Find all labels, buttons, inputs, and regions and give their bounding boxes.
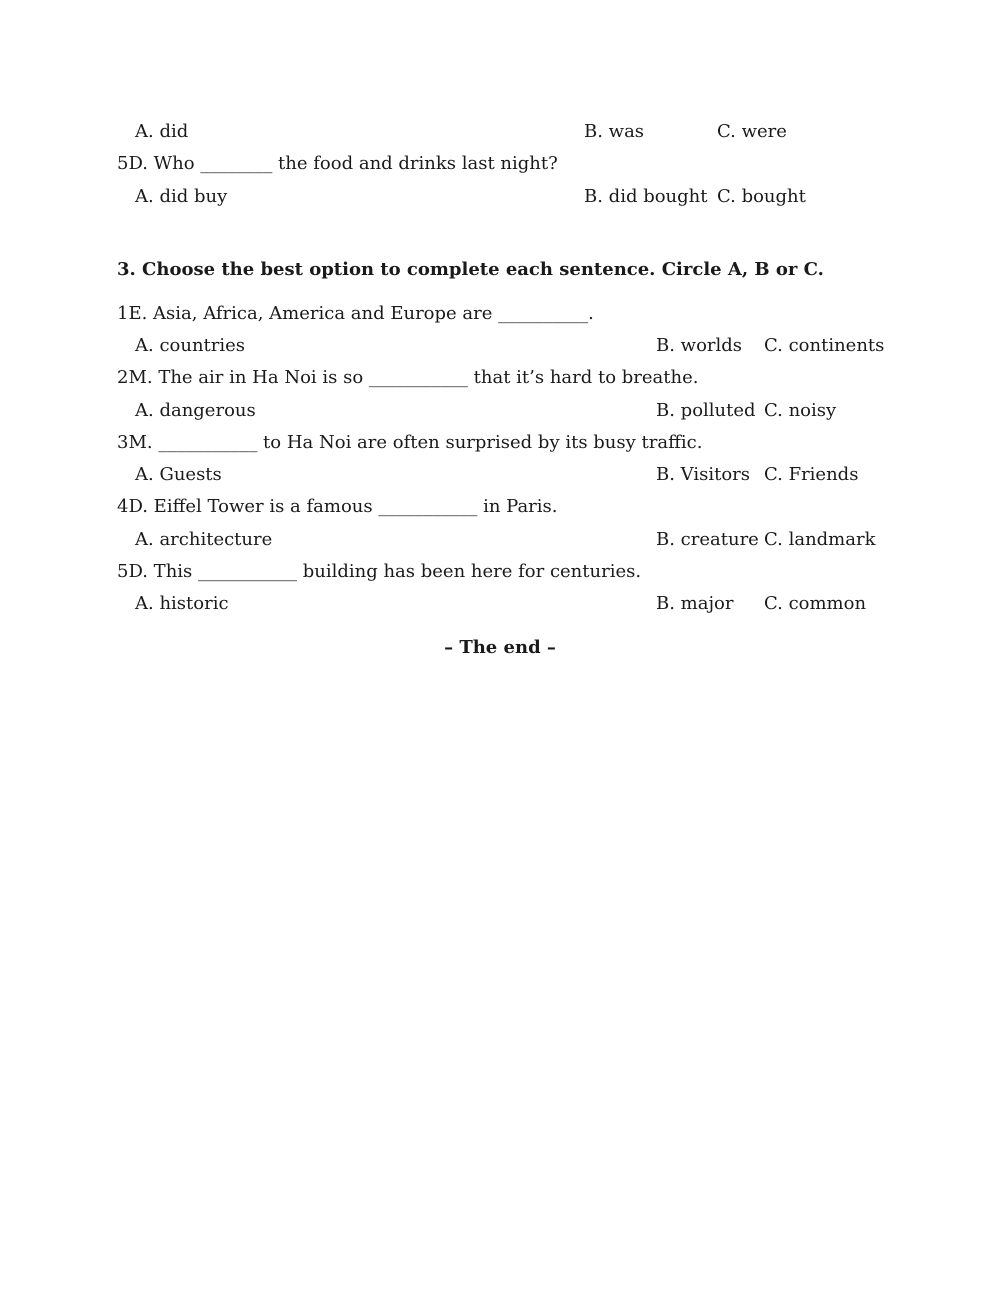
q5d-s3-option-c: C. common — [764, 593, 867, 614]
question-1e-text: 1E. Asia, Africa, America and Europe are __________. — [117, 303, 594, 324]
q4d-option-b: B. creature — [656, 529, 759, 550]
q5d-option-c: C. bought — [717, 186, 806, 207]
question-5d-s3-text: 5D. This ___________ building has been here for centuries. — [117, 561, 642, 582]
the-end-label: – The end – — [444, 637, 556, 658]
q4-option-b: B. was — [584, 121, 645, 142]
q2m-option-b: B. polluted — [656, 400, 756, 421]
q3m-option-b: B. Visitors — [656, 464, 751, 485]
q1e-option-c: C. continents — [764, 335, 885, 356]
q1e-option-b: B. worlds — [656, 335, 743, 356]
question-3m-text: 3M. ___________ to Ha Noi are often surprised by its busy traffic. — [117, 432, 703, 453]
q3m-option-a: A. Guests — [135, 464, 222, 485]
question-5d-text: 5D. Who ________ the food and drinks last night? — [117, 153, 558, 174]
q5d-s3-option-b: B. major — [656, 593, 734, 614]
q1e-option-a: A. countries — [135, 335, 246, 356]
q4-option-a: A. did — [135, 121, 189, 142]
question-2m-text: 2M. The air in Ha Noi is so ___________ that it’s hard to breathe. — [117, 367, 699, 388]
question-4d-text: 4D. Eiffel Tower is a famous ___________ in Paris. — [117, 496, 558, 517]
q4-option-c: C. were — [717, 121, 787, 142]
q4d-option-c: C. landmark — [764, 529, 876, 550]
q5d-option-a: A. did buy — [135, 186, 228, 207]
q2m-option-c: C. noisy — [764, 400, 837, 421]
q4d-option-a: A. architecture — [135, 529, 273, 550]
q2m-option-a: A. dangerous — [135, 400, 256, 421]
q5d-s3-option-a: A. historic — [135, 593, 229, 614]
section-3-heading: 3. Choose the best option to complete each sentence. Circle A, B or C. — [117, 259, 824, 280]
q3m-option-c: C. Friends — [764, 464, 859, 485]
q5d-option-b: B. did bought — [584, 186, 708, 207]
